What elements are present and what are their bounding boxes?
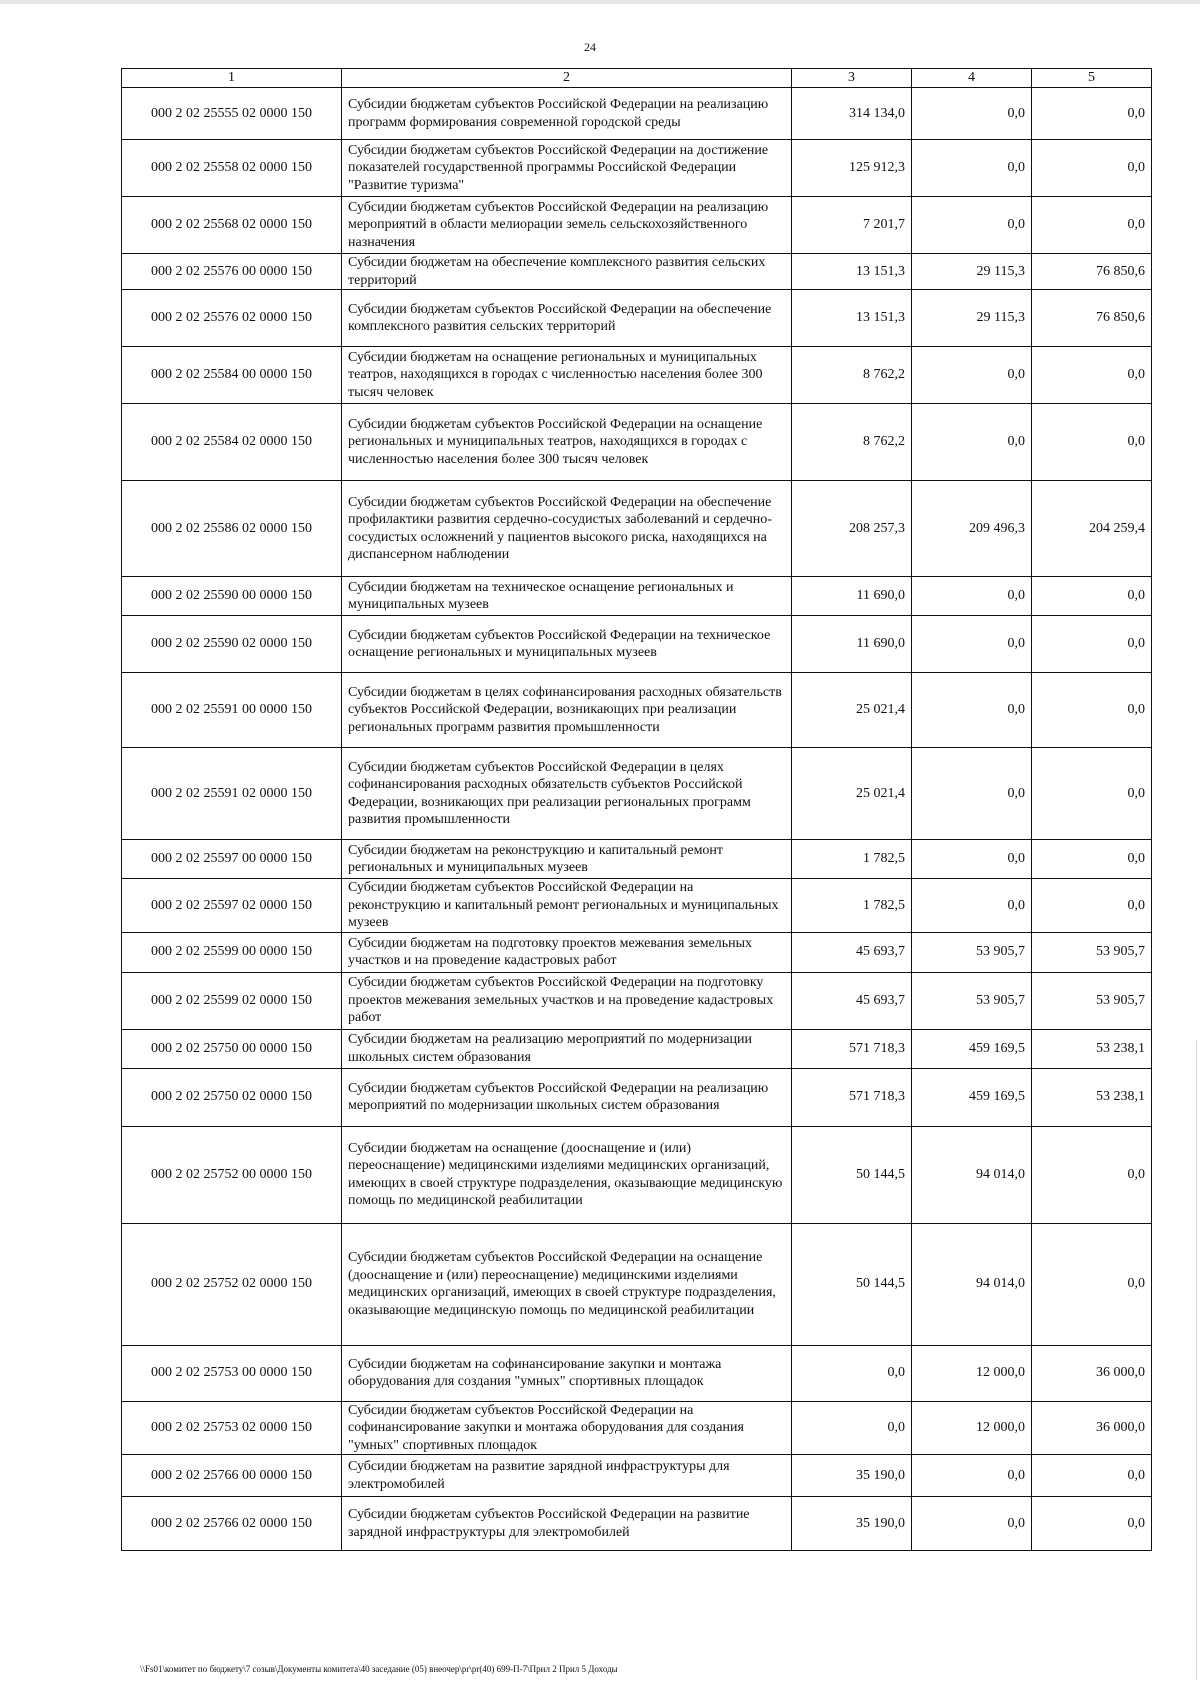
value-col4-cell: 53 905,7 [912, 972, 1032, 1029]
table-row [122, 481, 1152, 577]
budget-code-cell: 000 2 02 25590 00 0000 150 [122, 577, 342, 616]
description-cell: Субсидии бюджетам субъектов Российской Федерации на софинансирование закупки и монтажа оборудования для создания "умных" спортивных площадок [342, 1401, 792, 1455]
value-col3-cell: 35 190,0 [792, 1497, 912, 1551]
value-col5-cell: 36 000,0 [1032, 1401, 1152, 1455]
value-col3-cell: 7 201,7 [792, 197, 912, 254]
value-col4-cell: 94 014,0 [912, 1223, 1032, 1345]
table-row [122, 1497, 1152, 1551]
table-row [122, 748, 1152, 840]
description-cell: Субсидии бюджетам на развитие зарядной инфраструктуры для электромобилей [342, 1455, 792, 1497]
budget-code-cell: 000 2 02 25599 02 0000 150 [122, 972, 342, 1029]
value-col5-cell: 53 905,7 [1032, 932, 1152, 972]
value-col3-cell: 0,0 [792, 1401, 912, 1455]
value-col5-cell: 76 850,6 [1032, 254, 1152, 290]
table-row [122, 673, 1152, 748]
description-cell: Субсидии бюджетам субъектов Российской Федерации на реализацию мероприятий в области мелиорации земель сельскохозяйственного назначения [342, 197, 792, 254]
value-col4-cell: 29 115,3 [912, 254, 1032, 290]
description-cell: Субсидии бюджетам субъектов Российской Федерации на обеспечение комплексного развития сельских территорий [342, 290, 792, 347]
budget-code-cell: 000 2 02 25766 00 0000 150 [122, 1455, 342, 1497]
value-col5-cell: 0,0 [1032, 1455, 1152, 1497]
description-cell: Субсидии бюджетам субъектов Российской Федерации на оснащение региональных и муниципальных театров, находящихся в городах с численностью населения более 300 тысяч человек [342, 404, 792, 481]
description-cell: Субсидии бюджетам на оснащение (дооснащение и (или) переоснащение) медицинскими изделиями медицинских организаций, имеющих в своей структуре подразделения, оказывающие медицинскую помощь по медицинской реабилитации [342, 1126, 792, 1223]
value-col5-cell: 0,0 [1032, 577, 1152, 616]
value-col5-cell: 0,0 [1032, 616, 1152, 673]
table-row [122, 290, 1152, 347]
table-row [122, 88, 1152, 140]
table-row [122, 140, 1152, 197]
value-col5-cell: 0,0 [1032, 1223, 1152, 1345]
budget-code-cell: 000 2 02 25584 00 0000 150 [122, 347, 342, 404]
value-col5-cell: 0,0 [1032, 197, 1152, 254]
value-col5-cell: 76 850,6 [1032, 290, 1152, 347]
value-col5-cell: 53 238,1 [1032, 1068, 1152, 1126]
budget-table [121, 68, 1152, 1551]
budget-code-cell: 000 2 02 25753 00 0000 150 [122, 1345, 342, 1401]
value-col5-cell: 0,0 [1032, 840, 1152, 879]
table-row [122, 1223, 1152, 1345]
value-col3-cell: 11 690,0 [792, 616, 912, 673]
value-col4-cell: 0,0 [912, 616, 1032, 673]
table-row [122, 347, 1152, 404]
value-col4-cell: 0,0 [912, 748, 1032, 840]
description-cell: Субсидии бюджетам на реконструкцию и капитальный ремонт региональных и муниципальных музеев [342, 840, 792, 879]
value-col4-cell: 0,0 [912, 88, 1032, 140]
description-cell: Субсидии бюджетам субъектов Российской Федерации на техническое оснащение региональных и муниципальных музеев [342, 616, 792, 673]
budget-code-cell: 000 2 02 25752 02 0000 150 [122, 1223, 342, 1345]
value-col3-cell: 0,0 [792, 1345, 912, 1401]
description-cell: Субсидии бюджетам на оснащение региональных и муниципальных театров, находящихся в городах с численностью населения более 300 тысяч человек [342, 347, 792, 404]
file-path-footer: \\Fs01\комитет по бюджету\7 созыв\Документы комитета\40 заседание (05) внеочер\pr\pr(40) 699-П-7\Прил 2 Прил 5 Доходы [140, 1664, 618, 1674]
value-col3-cell: 208 257,3 [792, 481, 912, 577]
value-col4-cell: 53 905,7 [912, 932, 1032, 972]
value-col5-cell: 0,0 [1032, 404, 1152, 481]
value-col5-cell: 0,0 [1032, 1126, 1152, 1223]
table-row [122, 197, 1152, 254]
value-col3-cell: 571 718,3 [792, 1029, 912, 1068]
description-cell: Субсидии бюджетам субъектов Российской Федерации на оснащение (дооснащение и (или) переоснащение) медицинскими изделиями медицинских организаций, имеющих в своей структуре подразделения, оказывающие медицинскую помощь по медицинской реабилитации [342, 1223, 792, 1345]
value-col3-cell: 45 693,7 [792, 972, 912, 1029]
budget-code-cell: 000 2 02 25586 02 0000 150 [122, 481, 342, 577]
value-col4-cell: 0,0 [912, 140, 1032, 197]
header-cell-1: 1 [122, 69, 342, 88]
page-number: 24 [584, 40, 596, 54]
value-col5-cell: 0,0 [1032, 347, 1152, 404]
budget-code-cell: 000 2 02 25558 02 0000 150 [122, 140, 342, 197]
value-col5-cell: 0,0 [1032, 748, 1152, 840]
value-col3-cell: 314 134,0 [792, 88, 912, 140]
value-col3-cell: 13 151,3 [792, 254, 912, 290]
value-col3-cell: 35 190,0 [792, 1455, 912, 1497]
table-row [122, 840, 1152, 879]
value-col4-cell: 0,0 [912, 673, 1032, 748]
value-col3-cell: 13 151,3 [792, 290, 912, 347]
scan-edge-mark [1196, 1040, 1197, 1680]
value-col4-cell: 0,0 [912, 197, 1032, 254]
budget-code-cell: 000 2 02 25555 02 0000 150 [122, 88, 342, 140]
budget-code-cell: 000 2 02 25568 02 0000 150 [122, 197, 342, 254]
header-cell-5: 5 [1032, 69, 1152, 88]
value-col3-cell: 571 718,3 [792, 1068, 912, 1126]
description-cell: Субсидии бюджетам субъектов Российской Федерации на развитие зарядной инфраструктуры для электромобилей [342, 1497, 792, 1551]
budget-code-cell: 000 2 02 25597 00 0000 150 [122, 840, 342, 879]
value-col4-cell: 12 000,0 [912, 1401, 1032, 1455]
description-cell: Субсидии бюджетам на обеспечение комплексного развития сельских территорий [342, 254, 792, 290]
value-col4-cell: 0,0 [912, 879, 1032, 933]
description-cell: Субсидии бюджетам на реализацию мероприятий по модернизации школьных систем образования [342, 1029, 792, 1068]
value-col5-cell: 53 238,1 [1032, 1029, 1152, 1068]
description-cell: Субсидии бюджетам субъектов Российской Федерации на реконструкцию и капитальный ремонт региональных и муниципальных музеев [342, 879, 792, 933]
budget-code-cell: 000 2 02 25752 00 0000 150 [122, 1126, 342, 1223]
table-body [122, 69, 1152, 1551]
value-col4-cell: 0,0 [912, 577, 1032, 616]
value-col3-cell: 1 782,5 [792, 840, 912, 879]
description-cell: Субсидии бюджетам субъектов Российской Федерации на достижение показателей государственной программы Российской Федерации "Развитие туризма" [342, 140, 792, 197]
table-row [122, 1455, 1152, 1497]
value-col5-cell: 0,0 [1032, 1497, 1152, 1551]
description-cell: Субсидии бюджетам на подготовку проектов межевания земельных участков и на проведение кадастровых работ [342, 932, 792, 972]
value-col4-cell: 0,0 [912, 404, 1032, 481]
value-col5-cell: 0,0 [1032, 88, 1152, 140]
description-cell: Субсидии бюджетам субъектов Российской Федерации на обеспечение профилактики развития сердечно-сосудистых заболеваний и сердечно-сосудистых осложнений у пациентов высокого риска, находящихся на диспансерном наблюдении [342, 481, 792, 577]
budget-code-cell: 000 2 02 25590 02 0000 150 [122, 616, 342, 673]
header-row [122, 69, 1152, 88]
value-col5-cell: 53 905,7 [1032, 972, 1152, 1029]
table-row [122, 577, 1152, 616]
value-col3-cell: 8 762,2 [792, 404, 912, 481]
value-col4-cell: 29 115,3 [912, 290, 1032, 347]
table-row [122, 1401, 1152, 1455]
budget-code-cell: 000 2 02 25766 02 0000 150 [122, 1497, 342, 1551]
description-cell: Субсидии бюджетам на софинансирование закупки и монтажа оборудования для создания "умных" спортивных площадок [342, 1345, 792, 1401]
value-col4-cell: 12 000,0 [912, 1345, 1032, 1401]
value-col4-cell: 94 014,0 [912, 1126, 1032, 1223]
header-cell-4: 4 [912, 69, 1032, 88]
value-col4-cell: 0,0 [912, 1455, 1032, 1497]
budget-code-cell: 000 2 02 25576 02 0000 150 [122, 290, 342, 347]
value-col3-cell: 50 144,5 [792, 1223, 912, 1345]
table-row [122, 404, 1152, 481]
value-col3-cell: 1 782,5 [792, 879, 912, 933]
value-col3-cell: 125 912,3 [792, 140, 912, 197]
budget-code-cell: 000 2 02 25584 02 0000 150 [122, 404, 342, 481]
budget-code-cell: 000 2 02 25576 00 0000 150 [122, 254, 342, 290]
header-cell-3: 3 [792, 69, 912, 88]
description-cell: Субсидии бюджетам субъектов Российской Федерации в целях софинансирования расходных обязательств субъектов Российской Федерации, возникающих при реализации региональных программ развития промышленности [342, 748, 792, 840]
table-row [122, 1068, 1152, 1126]
value-col3-cell: 25 021,4 [792, 748, 912, 840]
value-col3-cell: 45 693,7 [792, 932, 912, 972]
budget-code-cell: 000 2 02 25753 02 0000 150 [122, 1401, 342, 1455]
value-col3-cell: 50 144,5 [792, 1126, 912, 1223]
table-row [122, 879, 1152, 933]
value-col5-cell: 0,0 [1032, 879, 1152, 933]
description-cell: Субсидии бюджетам субъектов Российской Федерации на реализацию программ формирования современной городской среды [342, 88, 792, 140]
budget-code-cell: 000 2 02 25591 02 0000 150 [122, 748, 342, 840]
value-col3-cell: 11 690,0 [792, 577, 912, 616]
table-row [122, 972, 1152, 1029]
value-col5-cell: 0,0 [1032, 140, 1152, 197]
table-row [122, 254, 1152, 290]
value-col5-cell: 36 000,0 [1032, 1345, 1152, 1401]
value-col3-cell: 25 021,4 [792, 673, 912, 748]
value-col4-cell: 459 169,5 [912, 1068, 1032, 1126]
budget-code-cell: 000 2 02 25750 00 0000 150 [122, 1029, 342, 1068]
value-col4-cell: 0,0 [912, 840, 1032, 879]
header-cell-2: 2 [342, 69, 792, 88]
table-row [122, 932, 1152, 972]
value-col5-cell: 0,0 [1032, 673, 1152, 748]
value-col3-cell: 8 762,2 [792, 347, 912, 404]
description-cell: Субсидии бюджетам субъектов Российской Федерации на реализацию мероприятий по модернизации школьных систем образования [342, 1068, 792, 1126]
budget-code-cell: 000 2 02 25597 02 0000 150 [122, 879, 342, 933]
scan-top-edge [0, 0, 1200, 4]
table-row [122, 1126, 1152, 1223]
value-col4-cell: 459 169,5 [912, 1029, 1032, 1068]
value-col4-cell: 209 496,3 [912, 481, 1032, 577]
table-row [122, 1345, 1152, 1401]
description-cell: Субсидии бюджетам субъектов Российской Федерации на подготовку проектов межевания земельных участков и на проведение кадастровых работ [342, 972, 792, 1029]
description-cell: Субсидии бюджетам в целях софинансирования расходных обязательств субъектов Российской Федерации, возникающих при реализации региональных программ развития промышленности [342, 673, 792, 748]
value-col4-cell: 0,0 [912, 1497, 1032, 1551]
budget-code-cell: 000 2 02 25750 02 0000 150 [122, 1068, 342, 1126]
value-col4-cell: 0,0 [912, 347, 1032, 404]
value-col5-cell: 204 259,4 [1032, 481, 1152, 577]
budget-code-cell: 000 2 02 25591 00 0000 150 [122, 673, 342, 748]
description-cell: Субсидии бюджетам на техническое оснащение региональных и муниципальных музеев [342, 577, 792, 616]
table-row [122, 1029, 1152, 1068]
budget-code-cell: 000 2 02 25599 00 0000 150 [122, 932, 342, 972]
table-row [122, 616, 1152, 673]
